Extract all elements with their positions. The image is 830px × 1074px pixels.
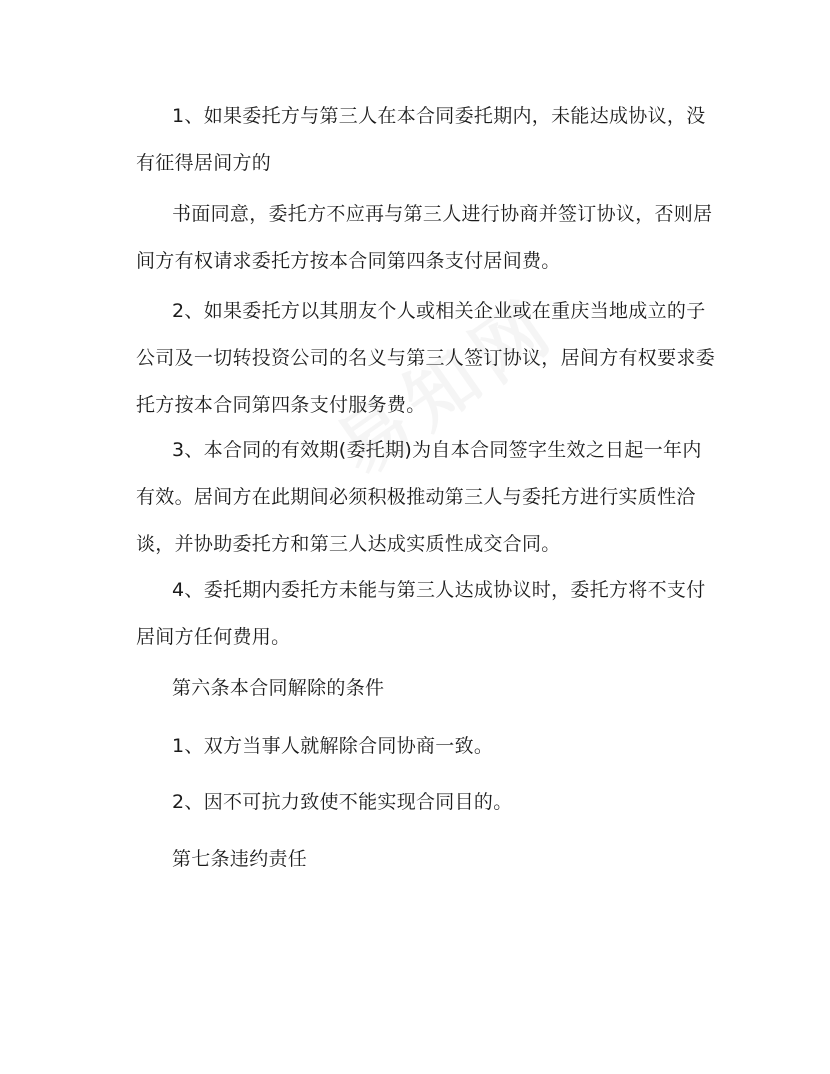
article-7-heading: 第七条违约责任 [172, 848, 308, 870]
clause-2-paragraph: 2、如果委托方以其朋友个人或相关企业或在重庆当地成立的子公司及一切转投资公司的名义与第三人签订协议，居间方有权要求委托方按本合同第四条支付服务费。 [136, 300, 716, 416]
article-6-heading: 第六条本合同解除的条件 [172, 677, 385, 699]
clause-1-paragraph: 1、如果委托方与第三人在本合同委托期内，未能达成协议，没有征得居间方的 [136, 105, 706, 174]
clause-4-paragraph: 4、委托期内委托方未能与第三人达成协议时，委托方将不支付居间方任何费用。 [136, 579, 706, 648]
article-6-item-1: 1、双方当事人就解除合同协商一致。 [172, 735, 494, 757]
clause-3-paragraph: 3、本合同的有效期(委托期)为自本合同签字生效之日起一年内有效。居间方在此期间必须积极推动第三人与委托方进行实质性洽谈，并协助委托方和第三人达成实质性成交合同。 [136, 439, 702, 555]
clause-1-continuation-paragraph: 书面同意，委托方不应再与第三人进行协商并签订协议，否则居间方有权请求委托方按本合同第四条支付居间费。 [136, 203, 713, 272]
article-6-item-2: 2、因不可抗力致使不能实现合同目的。 [172, 791, 513, 813]
